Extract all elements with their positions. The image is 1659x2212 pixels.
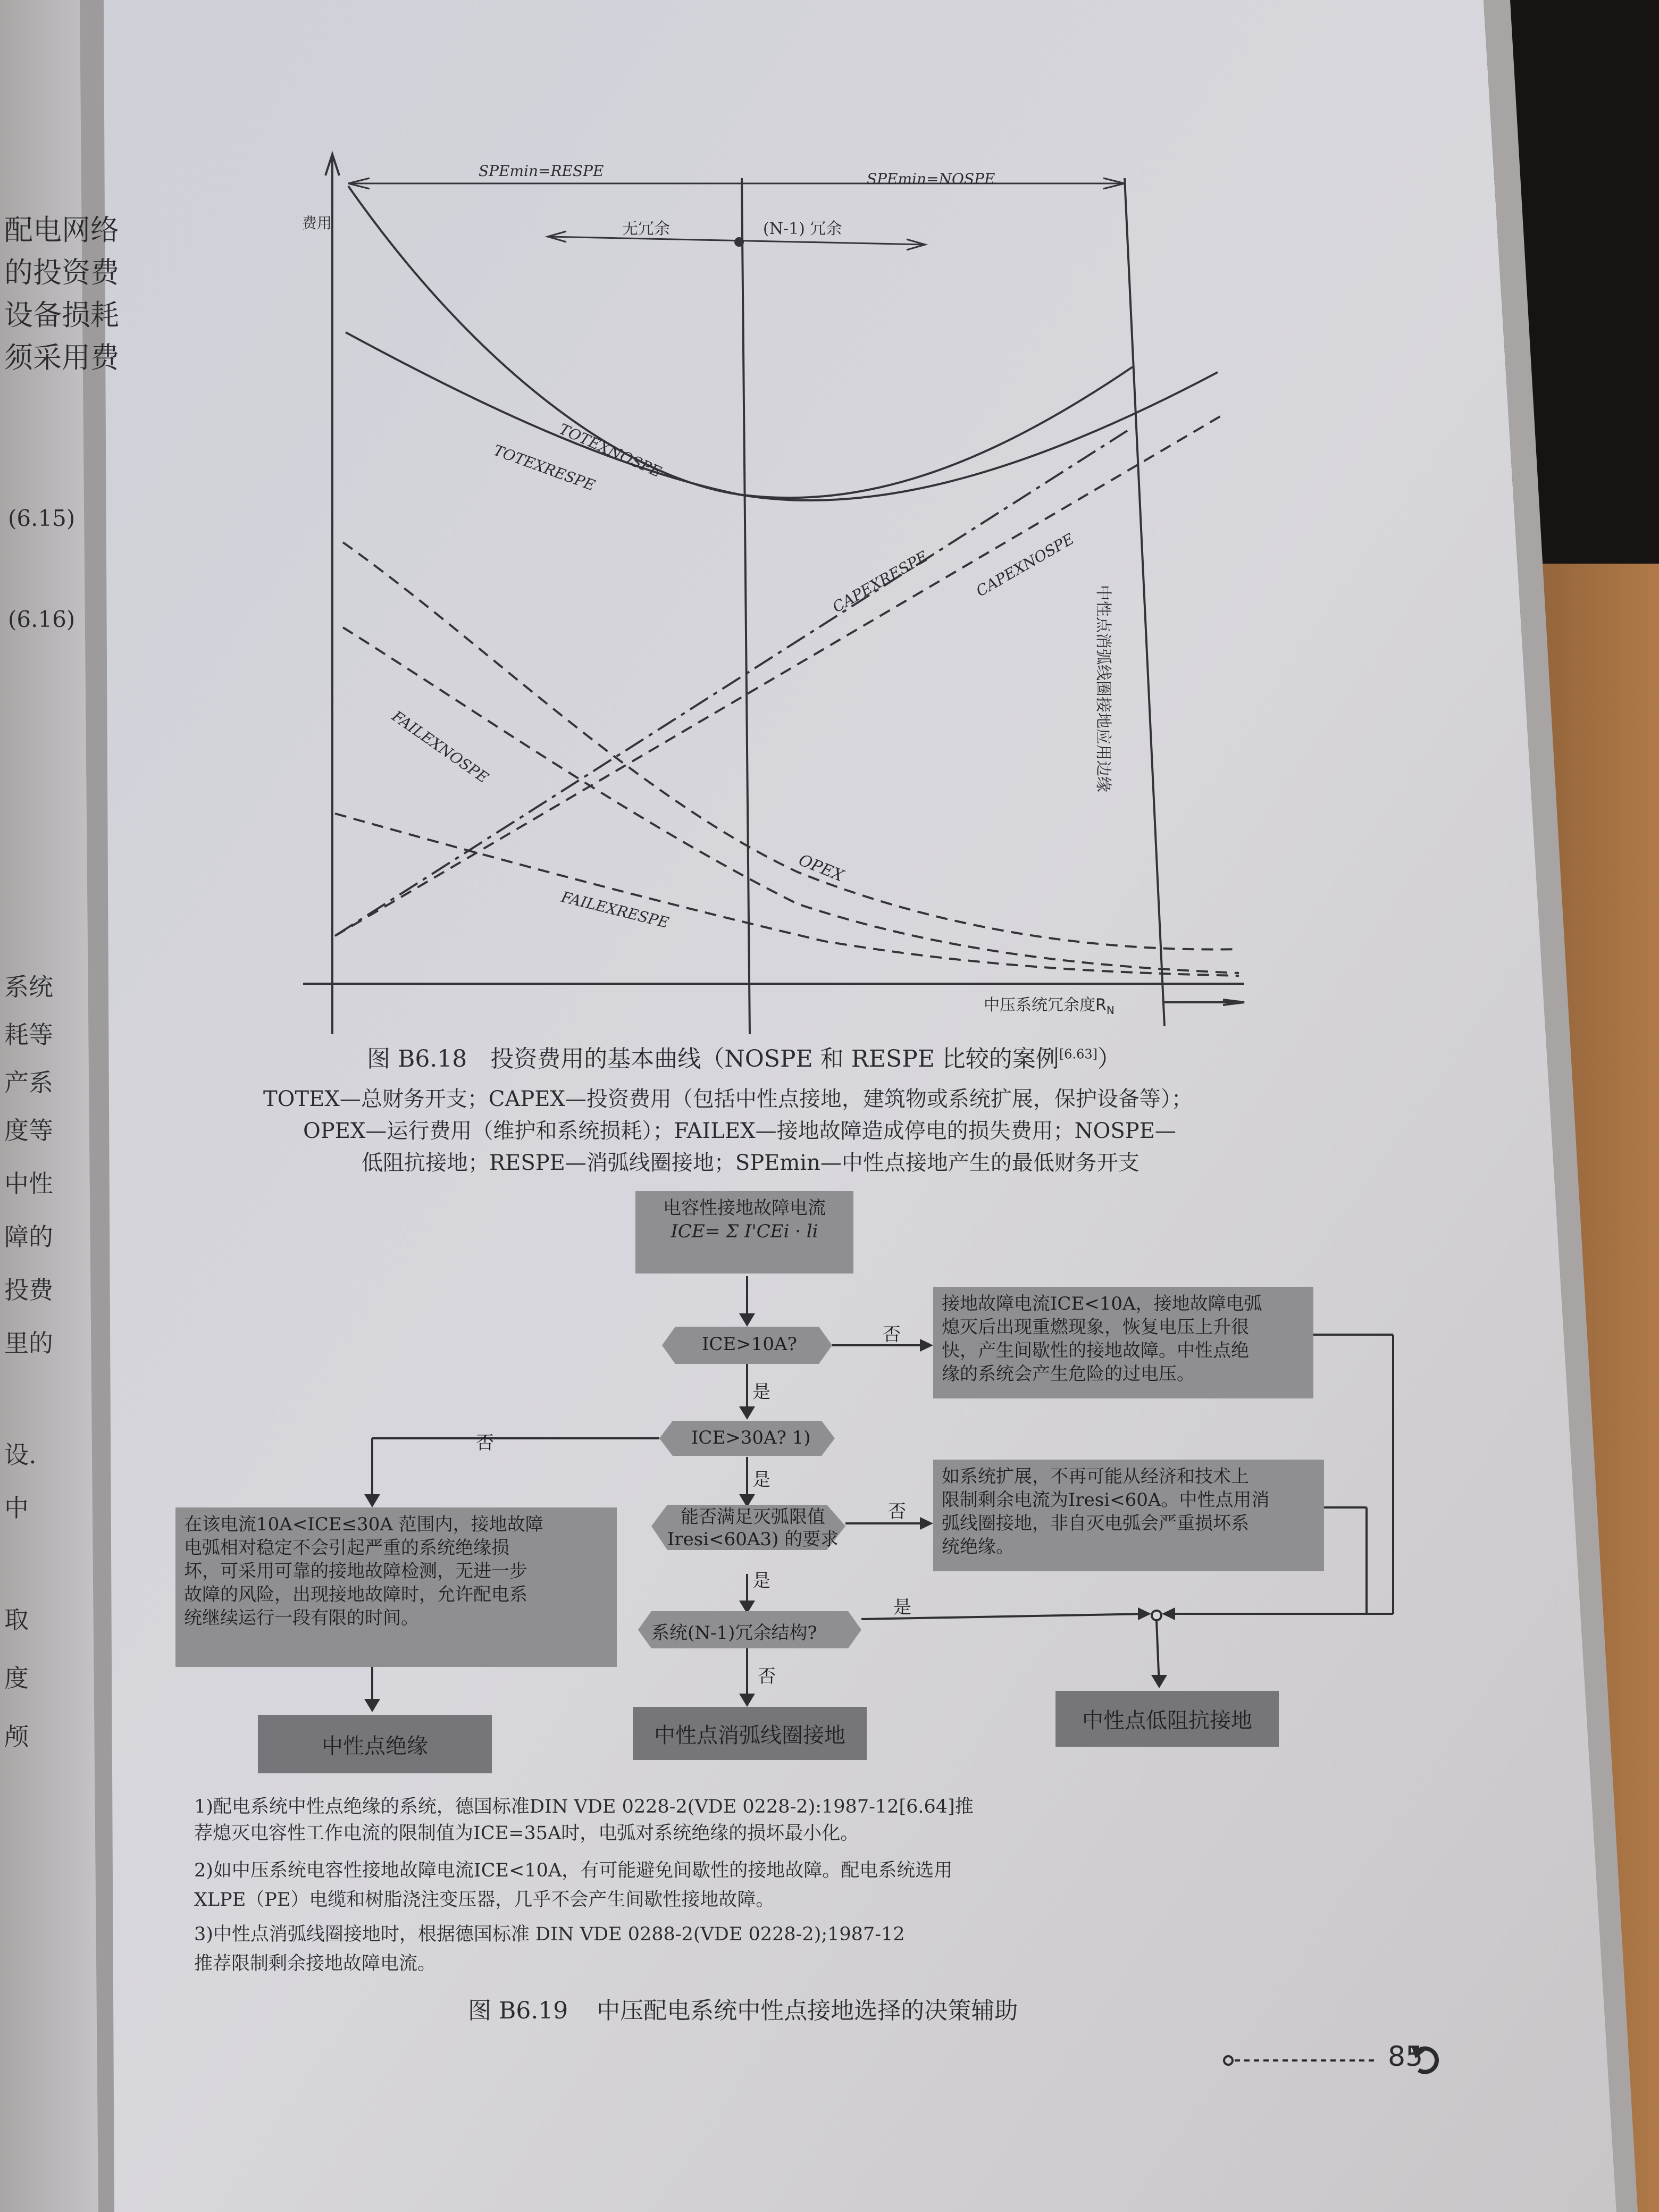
note-line: 荐熄灭电容性工作电流的限制值为ICE=35A时，电弧对系统绝缘的损坏最小化。 [194, 1823, 859, 1844]
end-box-insulated: 中性点绝缘 [258, 1715, 492, 1773]
opex-label: OPEX [795, 851, 847, 886]
yes-label: 是 [752, 1570, 770, 1591]
range-left-label: SPEmin=RESPE [479, 162, 604, 180]
left-fragment: 的投资费 [4, 256, 119, 289]
end-box-arc-coil: 中性点消弧线圈接地 [633, 1707, 867, 1760]
left-fragment: (6.15) [8, 505, 76, 531]
left-fragment: (6.16) [8, 606, 76, 632]
left-fragment: 里的 [4, 1329, 53, 1358]
note-line: 推荐限制剩余接地故障电流。 [194, 1953, 437, 1974]
left-fragment: 产系 [4, 1068, 53, 1097]
totex-respe-curve [346, 332, 1218, 500]
left-fragment: 障的 [4, 1222, 53, 1251]
y-axis-label: 费用 [302, 214, 332, 232]
no-label: 否 [888, 1501, 906, 1522]
caption-text: 中压配电系统中性点接地选择的决策辅助 [597, 1997, 1018, 2024]
decision-1-label: ICE>10A? [702, 1334, 797, 1355]
start-box-formula: ICE= Σ I'CEi · li [671, 1221, 818, 1242]
decision-2-label: ICE>30A? 1) [691, 1427, 811, 1448]
decision-4-label: 系统(N-1)冗余结构? [651, 1622, 817, 1644]
left-fragment: 度等 [4, 1116, 53, 1145]
left-fragment: 中 [4, 1494, 29, 1522]
caption-number: 图 B6.18 [367, 1045, 467, 1073]
totex-respe-label: TOTEXRESPE [491, 441, 598, 495]
right-box-1: 接地故障电流ICE<10A，接地故障电弧 熄灭后出现重燃现象，恢复电压上升很 快，产生间歇性的接地故障。中性点绝 缘的系统会产生危险的过电压。 [933, 1287, 1313, 1398]
legend-line: TOTEX—总财务开支；CAPEX—投资费用（包括中性点接地，建筑物或系统扩展，保护设备等）； [263, 1087, 1193, 1111]
start-box [635, 1191, 853, 1273]
left-fragment: 中性 [4, 1169, 53, 1198]
left-fragment: 投费 [4, 1276, 53, 1304]
range-right-label: SPEmin=NOSPE [867, 170, 995, 188]
capex-respe-line [335, 431, 1127, 936]
caption-ref: [6.63] [1059, 1046, 1097, 1062]
left-fragment: 颅 [4, 1722, 29, 1751]
figure-b618-caption: 图 B6.18 投资费用的基本曲线（NOSPE 和 RESPE 比较的案例[6.63]） [367, 1045, 1121, 1073]
note-line: 3)中性点消弧线圈接地时，根据德国标准 DIN VDE 0288-2(VDE 0228-2);1987-12 [194, 1924, 905, 1945]
note-line: 1)配电系统中性点绝缘的系统，德国标准DIN VDE 0228-2(VDE 0228-2):1987-12[6.64]推 [194, 1796, 974, 1817]
figure-b619-caption [468, 1991, 1018, 2025]
capex-respe-label: CAPEXRESPE [830, 547, 931, 616]
yes-label: 是 [752, 1469, 770, 1490]
no-label: 否 [883, 1324, 901, 1345]
failex-respe-curve [335, 814, 1239, 976]
vertical-line-right [1125, 178, 1164, 1026]
failex-nospe-label: FAILEXNOSPE [389, 707, 492, 787]
n1-redundancy-label: (N-1) 冗余 [763, 220, 842, 238]
note-line: XLPE（PE）电缆和树脂浇注变压器，几乎不会产生间歇性接地故障。 [194, 1889, 775, 1911]
vertical-line-middle [742, 178, 750, 1034]
x-axis-label: 中压系统冗余度$R_N$ [984, 996, 1115, 1017]
right-box-2: 如系统扩展，不再可能从经济和技术上 限制剩余电流为Iresi<60A。中性点用消 弧线圈接地，非自灭电弧会严重损坏系 统绝缘。 [933, 1460, 1324, 1571]
start-box-title: 电容性接地故障电流 [663, 1197, 826, 1219]
left-box: 在该电流10A<ICE≤30A 范围内，接地故障 电弧相对稳定不会引起严重的系统绝缘损 坏，可采用可靠的接地故障检测，无进一步 故障的风险，出现接地故障时，允许配电系 统继续运行一段有限的时间。 [175, 1507, 617, 1667]
no-label: 否 [476, 1432, 494, 1454]
capex-nospe-line [335, 415, 1223, 936]
left-fragment: 配电网络 [4, 213, 119, 247]
no-label: 否 [758, 1666, 776, 1687]
left-fragment: 取 [4, 1605, 29, 1634]
caption-number: 图 B6.19 [468, 1997, 568, 2024]
figure-b618-diagram [0, 0, 1659, 1063]
left-fragment: 耗等 [4, 1020, 53, 1049]
totex-nospe-curve [348, 186, 1133, 498]
end-box-low-impedance: 中性点低阻抗接地 [1055, 1691, 1279, 1747]
page-number: 85 [1388, 2041, 1423, 2073]
yes-label: 是 [893, 1597, 911, 1618]
totex-nospe-label: TOTEXNOSPE [556, 420, 664, 481]
left-fragment: 系统 [4, 973, 53, 1001]
left-fragment: 须采用费 [4, 341, 119, 374]
left-fragment: 度 [4, 1664, 29, 1692]
legend-line: OPEX—运行费用（维护和系统损耗）；FAILEX—接地故障造成停电的损失费用；NOSPE— [303, 1119, 1176, 1143]
left-fragment: 设. [4, 1440, 37, 1469]
capex-nospe-label: CAPEXNOSPE [973, 530, 1077, 600]
vertical-boundary-label: 中性点消弧线圈接地应用边缘 [1094, 585, 1112, 792]
legend-line: 低阻抗接地；RESPE—消弧线圈接地；SPEmin—中性点接地产生的最低财务开支 [362, 1151, 1139, 1175]
failex-respe-label: FAILEXRESPE [559, 888, 671, 932]
caption-text: 投资费用的基本曲线（NOSPE 和 RESPE 比较的案例 [490, 1045, 1059, 1073]
left-fragment: 设备损耗 [4, 298, 119, 332]
decision-3-label: 能否满足灭弧限值 Iresi<60A3) 的要求 [667, 1506, 839, 1550]
yes-label: 是 [752, 1381, 770, 1403]
no-redundancy-label: 无冗余 [622, 220, 670, 238]
note-line: 2)如中压系统电容性接地故障电流ICE<10A，有可能避免间歇性的接地故障。配电系统选用 [194, 1860, 953, 1881]
